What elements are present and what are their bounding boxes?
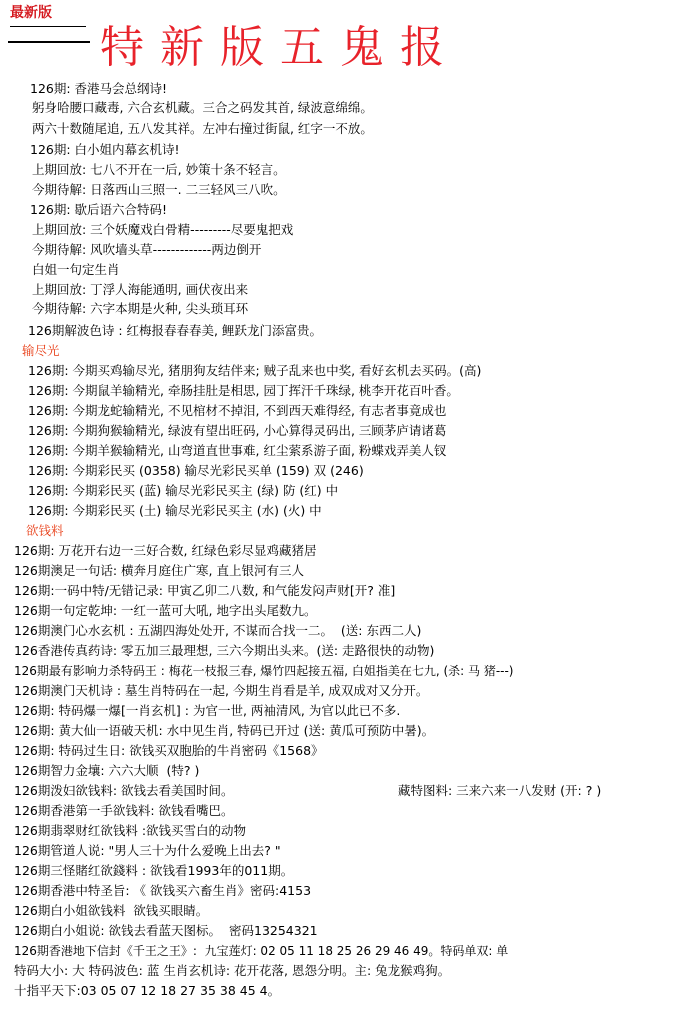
corner-label: 最新版 [10, 2, 86, 27]
s1-line-12: 126期解波色诗 : 红梅报春春春美, 鲤跃龙门添富贵。 [28, 323, 322, 338]
s3-line-19: 126期白小姐说: 欲钱去看蓝天图标。 密码13254321 [14, 923, 318, 938]
s3-line-7: 126期澳门天机诗 : 墓生肖特码在一起, 今期生肖看是羊, 成双成对又分开。 [14, 683, 429, 698]
section-label-losers: 输尽光 [22, 343, 60, 358]
s1-line-4: 上期回放: 七八不开在一后, 妙策十条不轻言。 [32, 162, 286, 177]
s3-line-1: 126期澳足一句话: 横奔月庭住广寒, 直上银河有三人 [14, 563, 304, 578]
s1-line-8: 今期待解: 风吹墙头草-------------两边倒开 [32, 242, 262, 257]
s1-line-9: 白姐一句定生肖 [32, 262, 120, 277]
s1-line-1: 躬身哈腰口藏毒, 六合玄机藏。三合之码发其首, 绿波意绵绵。 [32, 100, 373, 115]
s1-line-0: 126期: 香港马会总纲诗! [30, 81, 168, 96]
s2-line-7: 126期: 今期彩民买 (土) 输尽光彩民买主 (水) (火) 中 [28, 503, 322, 518]
s2-line-2: 126期: 今期龙蛇输精光, 不见棺材不掉泪, 不到西天难得经, 有志者事竟成也 [28, 403, 447, 418]
s2-line-0: 126期: 今期买鸡输尽光, 猪朋狗友结伴来; 贼子乱来也中奖, 看好玄机去买码。(高) [28, 363, 482, 378]
s3-line-14: 126期翡翠财红欲钱料 :欲钱买雪白的动物 [14, 823, 247, 838]
s3-line-11: 126期智力金壤: 六六大顺 (特? ) [14, 763, 200, 778]
s3-line-9: 126期: 黄大仙一语破天机: 水中见生肖, 特码已开过 (送: 黄瓜可预防中暑)。 [14, 723, 435, 738]
page-title: 特新版五鬼报 [100, 22, 460, 73]
s3-line-3: 126期一句定乾坤: 一红一蓝可大吼, 地字出头尾数九。 [14, 603, 317, 618]
s2-line-3: 126期: 今期狗猴输精光, 绿波有望出旺码, 小心算得灵码出, 三顾茅庐请诸葛 [28, 423, 447, 438]
s1-line-3: 126期: 白小姐内幕玄机诗! [30, 142, 180, 157]
s2-line-1: 126期: 今期鼠羊输精光, 牵肠挂肚是相思, 园丁挥汗千珠绿, 桃李开花百叶香。 [28, 383, 459, 398]
s3-line-6: 126期最有影响力杀特码王 : 梅花一枝报三春, 爆竹四起接五福, 白姐指美在七九, (杀: 马 猪---) [14, 664, 514, 678]
s3-line-13: 126期香港第一手欲钱料: 欲钱看嘴巴。 [14, 803, 234, 818]
s3-line-5: 126香港传真药诗: 零五加三最理想, 三六今期出头来。(送: 走路很快的动物) [14, 643, 435, 658]
side-note: 藏特图料: 三来六来一八发财 (开: ? ) [398, 783, 602, 798]
s1-line-10: 上期回放: 丁浮人海能通明, 画伏夜出来 [32, 282, 249, 297]
s3-line-22: 十指平天下:03 05 07 12 18 27 35 38 45 4。 [14, 983, 281, 998]
s3-line-2: 126期:一码中特/无错记录: 甲寅乙卯二八数, 和气能发闷声财[开? 准] [14, 583, 396, 598]
s3-line-0: 126期: 万花开右边一三好合数, 红绿色彩尽显鸡藏猪居 [14, 543, 317, 558]
s3-line-4: 126期澳门心水玄机 : 五湖四海处处开, 不谋而合找一二。 (送: 东西二人) [14, 623, 422, 638]
s1-line-5: 今期待解: 日落西山三照一. 二三轻风三八吹。 [32, 182, 286, 197]
s3-line-18: 126期白小姐欲钱料 欲钱买眼睛。 [14, 903, 209, 918]
s2-line-5: 126期: 今期彩民买 (0358) 输尽光彩民买单 (159) 双 (246) [28, 463, 364, 478]
title-rule [8, 41, 90, 43]
s3-line-20: 126期香港地下信封《千王之王》: 九宝莲灯: 02 05 11 18 25 26 29 46 49。特码单双: 单 [14, 944, 509, 958]
s1-line-11: 今期待解: 六字本期是火种, 尖头琐耳环 [32, 301, 249, 316]
s1-line-7: 上期回放: 三个妖魔戏白骨精---------尽要鬼把戏 [32, 222, 294, 237]
s3-line-12: 126期泼妇欲钱料: 欲钱去看美国时间。 [14, 783, 234, 798]
s3-line-17: 126期香港中特圣旨: 《 欲钱买六畜生肖》密码:4153 [14, 883, 312, 898]
s1-line-6: 126期: 歇后语六合特码! [30, 202, 168, 217]
s2-line-4: 126期: 今期羊猴输精光, 山弯道直世事难, 红尘萦系游子面, 粉蝶戏弄美人钗 [28, 443, 447, 458]
section-label-money: 欲钱料 [26, 523, 64, 538]
s3-line-21: 特码大小: 大 特码波色: 蓝 生肖玄机诗: 花开花落, 恩怨分明。主: 兔龙猴鸡狗。 [14, 963, 451, 978]
s2-line-6: 126期: 今期彩民买 (蓝) 输尽光彩民买主 (绿) 防 (红) 中 [28, 483, 339, 498]
s3-line-10: 126期: 特码过生日: 欲钱买双胞胎的牛肖密码《1568》 [14, 743, 324, 758]
s1-line-2: 两六十数随尾追, 五八发其祥。左冲右撞过街鼠, 红字一不放。 [32, 121, 373, 136]
s3-line-8: 126期: 特码爆一爆[一肖玄机] : 为官一世, 两袖清风, 为官以此已不多. [14, 703, 401, 718]
s3-line-15: 126期管道人说: "男人三十为什么爱晚上出去? " [14, 843, 281, 858]
s3-line-16: 126期三怪賭红欲錢料 : 欲钱看1993年的011期。 [14, 863, 294, 878]
